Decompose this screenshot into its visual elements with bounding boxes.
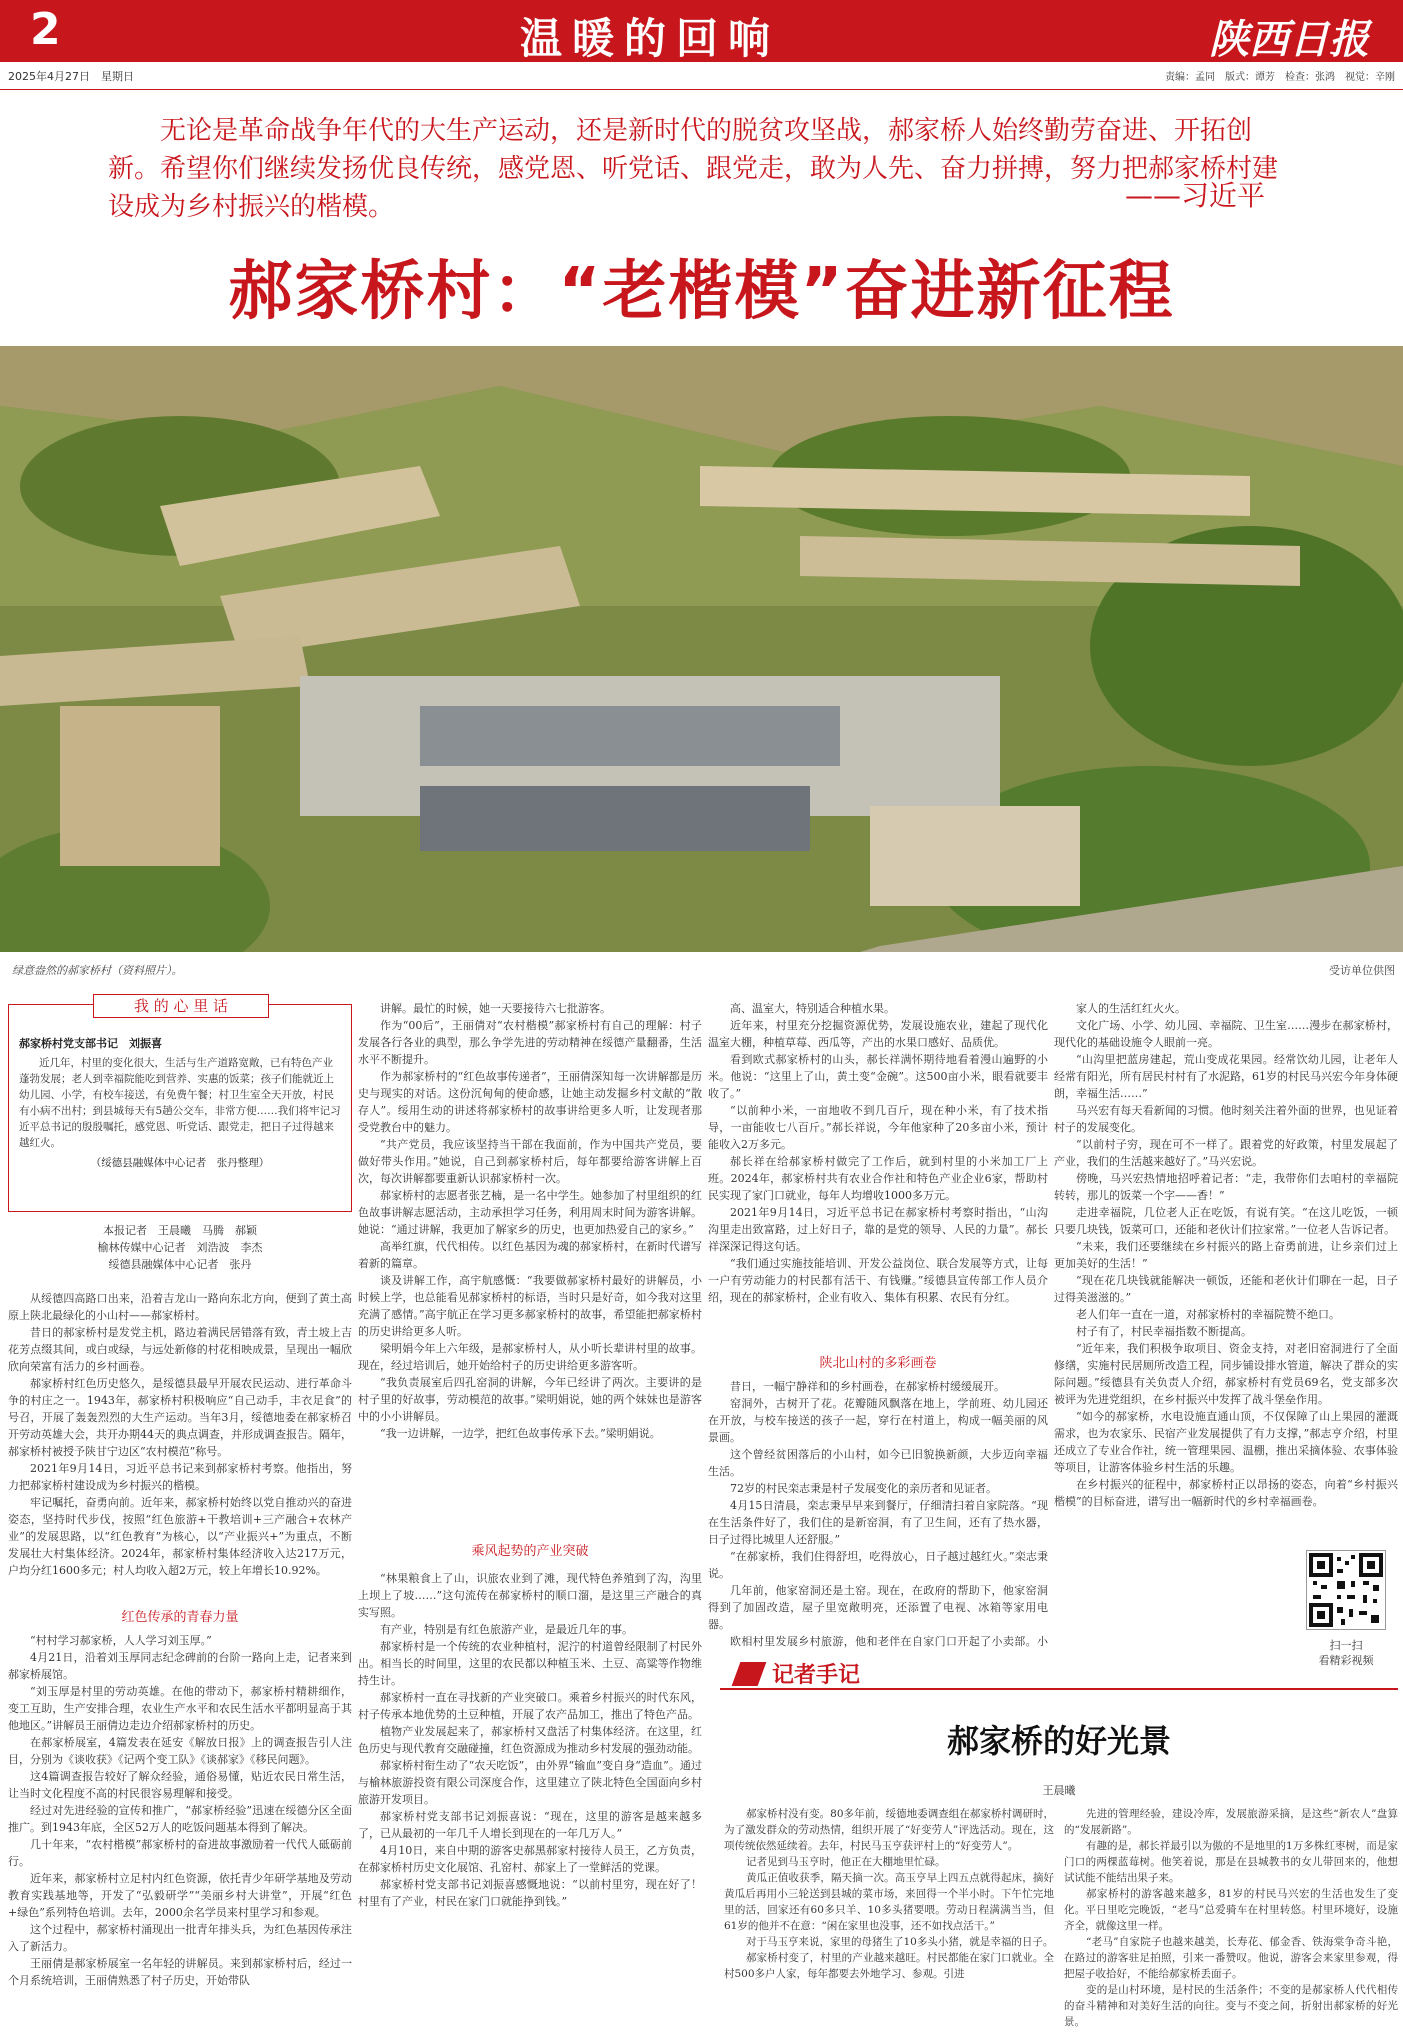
paragraph: 梁明娟今年上六年级，是郝家桥村人，从小听长辈讲村里的故事。现在，经过培训后，她开始给村子的历史讲给更多游客听。 (358, 1342, 702, 1372)
paragraph: “现在花几块钱就能解决一顿饭，还能和老伙计们聊在一起，日子过得美滋滋的。” (1054, 1274, 1398, 1304)
paragraph: 4月15日清晨，栾志秉早早来到餐厅，仔细清扫着自家院落。“现在生活条件好了，我们住的是新窑洞，有了卫生间，还有了热水器，日子过得比城里人还舒服。” (708, 1499, 1048, 1546)
paragraph: 几十年来，“农村楷模”郝家桥村的奋进故事激励着一代代人砥砺前行。 (8, 1838, 352, 1868)
paragraph: 这个过程中，郝家桥村涌现出一批青年排头兵，为红色基因传承注入了新活力。 (8, 1923, 352, 1953)
paragraph: “我们通过实施技能培训、开发公益岗位、联合发展等方式，让每一户有劳动能力的村民都有活干、有钱赚。”绥德县宣传部工作人员介绍，现在的郝家桥村，企业有收入、集体有积累、农民有分红。 (708, 1257, 1048, 1304)
article-column-1b (8, 1632, 352, 2032)
aerial-village-photo (0, 346, 1403, 952)
qr-caption-text: 扫一扫 看精彩视频 (1318, 1639, 1374, 1667)
sub-header (0, 62, 1403, 90)
paragraph: 有产业，特别是有红色旅游产业，是最近几年的事。 (380, 1623, 633, 1636)
photo-credit: 受访单位供图 (1329, 964, 1395, 977)
article-column-3b (708, 1378, 1048, 1648)
qr-code[interactable] (1306, 1550, 1386, 1630)
paragraph: 老人们年一直在一道，对郝家桥村的幸福院赞不绝口。 (1076, 1308, 1340, 1321)
paragraph: “未来，我们还要继续在乡村振兴的路上奋勇前进，让乡亲们过上更加美好的生活！” (1054, 1240, 1398, 1270)
article-column-4 (1054, 1000, 1398, 1545)
essay-title: 郝家桥的好光景 (946, 1722, 1171, 1760)
paragraph: 走进幸福院，几位老人正在吃饭，有说有笑。“在这儿吃饭，一顿只要几块钱，饭菜可口，还能和老伙计们拉家常。”一位老人告诉记者。 (1054, 1206, 1398, 1236)
paragraph: 窑洞外，古树开了花。花瓣随风飘落在地上，学前班、幼儿园还在开放，与校车接送的孩子一起，穿行在村道上，构成一幅美丽的风景画。 (708, 1397, 1048, 1444)
subhead-industry: 乘风起势的产业突破 (471, 1544, 589, 1559)
paragraph: “如今的郝家桥，水电设施直通山顶，不仅保障了山上果园的灌溉需求，也为农家乐、民宿产业发展提供了有力支撑，”郝志亨介绍，村里还成立了专业合作社，统一管理果园、温棚，推出采摘体验、农事体验等项目，让游客体验乡村生活的乐趣。 (1054, 1410, 1398, 1474)
paragraph: 郝家桥村红色历史悠久，是绥德县最早开展农民运动、进行革命斗争的村庄之一。1943年，郝家桥村积极响应“自己动手，丰衣足食”的号召，开展了轰轰烈烈的大生产运动。当年3月，绥德地委在郝家桥召开劳动英雄大会，共开办期44天的典点调查，并形成调查报告。隔年，郝家桥村被授予陕甘宁边区“农村模范”称号。 (8, 1377, 352, 1458)
box-text: 近几年，村里的变化很大，生活与生产道路宽敞，已有特色产业蓬勃发展；老人到幸福院能吃到营养、实惠的饭菜；孩子们能就近上幼儿园、小学，有校车接送，有免费午餐；村卫生室全天开放，村民有小病不出村；到县城每天有5趟公交车，非常方便……我们将牢记习近平总书记的殷殷嘱托，感党恩、听党话、跟党走，把日子过得越来越红火。 (19, 1057, 341, 1149)
paragraph: 高、温室大，特别适合种植水果。 (730, 1002, 895, 1015)
heart-words-box (8, 997, 352, 1212)
reporter-notes-bar (720, 1658, 1398, 1690)
paragraph: 从绥德四高路口出来，沿着吉龙山一路向东北方向，便到了黄土高原上陕北最绿化的小山村——郝家桥村。 (8, 1292, 352, 1322)
box-source: （绥德县融媒体中心记者 张丹整理） (90, 1157, 270, 1169)
paragraph: 在郝家桥展室，4篇发表在延安《解放日报》上的调查报告引人注目，分别为《谈收获》《记两个变工队》《谈郝家》《移民问题》。 (8, 1736, 352, 1766)
subhead-red-heritage: 红色传承的青春力量 (121, 1610, 239, 1625)
paragraph: 家人的生活红红火火。 (1076, 1002, 1186, 1015)
paragraph: 郝家桥村一直在寻找新的产业突破口。乘着乡村振兴的时代东风，村子传承本地优势的土豆种植，开展了农产品加工，推出了特色产品。 (358, 1691, 702, 1721)
paragraph: “林果粮食上了山，识旅农业到了滩，现代特色养殖到了沟，沟里上坝上了坡……”这句流传在郝家桥村的顺口溜，是这里三产融合的真实写照。 (358, 1572, 702, 1619)
paragraph: “我一边讲解，一边学，把红色故事传承下去。”梁明娟说。 (380, 1427, 661, 1440)
paragraph: 高举红旗，代代相传。以红色基因为魂的郝家桥村，在新时代谱写着新的篇章。 (358, 1240, 702, 1270)
paragraph: 72岁的村民栾志秉是村子发展变化的亲历者和见证者。 (730, 1482, 997, 1495)
essay-column-1 (724, 1806, 1054, 2032)
notes-mark-icon (732, 1662, 767, 1686)
byline (8, 1222, 352, 1273)
article-column-3 (708, 1000, 1048, 1340)
paragraph: 先进的管理经验，建设冷库，发展旅游采摘，是这些“新农人”盘算的“发展新路”。 (1064, 1808, 1398, 1836)
paragraph: 郝家桥村没有变。80多年前，绥德地委调查组在郝家桥村调研时，为了激发群众的劳动热情，组织开展了“好变劳人”评选活动。现在，这项传统依然延续着。去年，村民马玉亨获评村上的“好变劳人”。 (724, 1808, 1054, 1852)
paragraph: 看到欧式郝家桥村的山头，郝长祥满怀期待地看着漫山遍野的小米。他说：“这里上了山，黄土变“金碗”。这500亩小米，眼看就要丰收了。” (708, 1053, 1048, 1100)
paragraph: “共产党员，我应该坚持当干部在我面前，作为中国共产党员，要做好带头作用。”她说，自己到郝家桥村后，每年都要给游客讲解上百次，每次讲解都要重新认识郝家桥村一次。 (358, 1138, 702, 1185)
paragraph: 昔日的郝家桥村是发党主机，路边着满民居错落有致，青土坡上吉花芳点缀其间，或白或绿，与远处新修的村花相映成景，呈现出一幅欣欣向荣富有活力的乡村画卷。 (8, 1326, 352, 1373)
box-author: 郝家桥村党支部书记 刘振喜 (19, 1037, 162, 1050)
paragraph: 4月21日，沿着刘玉厚同志纪念碑前的台阶一路向上走，记者来到郝家桥展馆。 (8, 1651, 352, 1681)
paragraph: 近年来，郝家桥村立足村内红色资源，依托青少年研学基地及劳动教育实践基地等，开发了“弘毅研学”“美丽乡村大讲堂”，开展“红色+绿色”系列特色培训。去年，2000余名学员来村里学习和参观。 (8, 1872, 352, 1919)
paragraph: 郝家桥村的志愿者张艺楠，是一名中学生。她参加了村里组织的红色故事讲解志愿活动，主动承担学习任务，利用周末时间为游客讲解。她说：“通过讲解，我更加了解家乡的历史，也更加热爱自己的家乡。” (358, 1189, 702, 1236)
paragraph: 村子有了，村民幸福指数不断提高。 (1076, 1325, 1252, 1338)
paragraph: “近年来，我们积极争取项目、资金支持，对老旧窑洞进行了全面修缮，实施村民居厕所改造工程，同步铺设排水管道，解决了群众的实际问题。”绥德县有关负责人介绍，郝家桥村有党员69名，党支部多次被评为先进党组织，在乡村振兴中发挥了战斗堡垒作用。 (1054, 1342, 1398, 1406)
paragraph: 2021年9月14日，习近平总书记来到郝家桥村考察。他指出，努力把郝家桥村建设成为乡村振兴的楷模。 (8, 1462, 352, 1492)
paragraph: “我负责展室后四孔窑洞的讲解，今年已经讲了两次。主要讲的是村子里的好故事，劳动模范的故事。”梁明娟说，她的两个妹妹也是游客中的小小讲解员。 (358, 1376, 702, 1423)
paragraph: 对于马玉亨来说，家里的母猪生了10多头小猪，就是幸福的日子。 (746, 1936, 1054, 1948)
paragraph: 作为郝家桥村的“红色故事传递者”，王丽倩深知每一次讲解都是历史与现实的对话。这份沉甸甸的使命感，让她主动发掘乡村文献的“散存人”。绥用生动的讲述将郝家桥村的故事讲给更多人听，让发现者那受党教台中的魅力。 (358, 1070, 702, 1134)
paragraph: 黄瓜正值收获季，隔天摘一次。高玉亨早上四五点就得起床，摘好黄瓜后再用小三轮送到县城的菜市场，来回得一个半小时。下午忙完地里的活，回家还有60多只羊、10多头猪要喂。劳动日程满满当当，但61岁的他并不在意：“闲在家里也没事，还不如找点活干。” (724, 1872, 1054, 1932)
page-header (0, 0, 1403, 62)
paragraph: “村村学习郝家桥，人人学习刘玉厚。” (30, 1634, 212, 1647)
article-column-2 (358, 1000, 702, 1525)
paragraph: “在郝家桥，我们住得舒坦，吃得放心，日子越过越红火。”栾志秉说。 (708, 1550, 1048, 1580)
paragraph: 郝家桥村的游客越来越多，81岁的村民马兴宏的生活也发生了变化。平日里吃完晚饭，“老马”总爱骑车在村里转悠。村里环境好，设施齐全，就像这里一样。 (1064, 1888, 1398, 1932)
article-column-2b (358, 1570, 702, 2032)
essay-author: 王晨曦 (1042, 1784, 1076, 1797)
page-number: 2 (30, 4, 61, 55)
paragraph: “山沟里把蓝房建起，荒山变成花果园。经常饮幼儿园，让老年人经常有阳光，所有居民村村有了水泥路，61岁的村民马兴宏今年身体硬朗，幸福生活……” (1054, 1053, 1398, 1100)
paragraph: 郝家桥村衔生动了“农天吃饭”，由外界“输血”变自身“造血”。通过与榆林旅游投资有限公司深度合作，这里建立了陕北特色全国面向乡村旅游开发项目。 (358, 1759, 702, 1806)
paragraph: 郝长祥在给郝家桥村做完了工作后，就到村里的小米加工厂上班。2024年，郝家桥村共有农业合作社和特色产业企业6家，帮助村民实现了家门口就业，每年人均增收1000多万元。 (708, 1155, 1048, 1202)
section-title: 温暖的回响 (520, 14, 781, 63)
staff-credits: 责编：孟同 版式：谭芳 检查：张鸿 视觉：辛刚 (1165, 72, 1395, 83)
qr-pattern-icon (1307, 1551, 1385, 1629)
paragraph: 牢记嘱托，奋勇向前。近年来，郝家桥村始终以党自推动兴的奋进姿态，坚持时代步伐，按照“红色旅游+干教培训+三产融合+农林产业”的发展思路，以“红色教育”为核心，以“产业振兴+”为重点，不断发展壮大村集体经济。2024年，郝家桥村集体经济收入达217万元，户均分红1600多元；村人均收入超2万元，较上年增长10.92%。 (8, 1496, 352, 1577)
paragraph: 近年来，村里充分挖掘资源优势，发展设施农业，建起了现代化温室大棚，种植草莓、西瓜等，产出的水果口感好、品质优。 (708, 1019, 1048, 1049)
photo-caption: 绿意盎然的郝家桥村（资料照片）。 (12, 964, 183, 977)
paragraph: 昔日，一幅宁静祥和的乡村画卷，在郝家桥村缓缓展开。 (730, 1380, 1005, 1393)
paragraph: 有趣的是，郝长祥最引以为傲的不是地里的1万多株红枣树，而是家门口的两棵蓝莓树。他笑着说，那是在县城教书的女儿带回来的，他想试试能不能结出果子来。 (1064, 1840, 1398, 1884)
leader-quote: 无论是革命战争年代的大生产运动，还是新时代的脱贫攻坚战，郝家桥人始终勤劳奋进、开拓创新。希望你们继续发扬优良传统，感党恩、听党话、跟党走，敢为人先、奋力拼搏，努力把郝家桥村建设成为乡村振兴的楷模。 (108, 116, 1279, 222)
paragraph: 植物产业发展起来了，郝家桥村又盘活了村集体经济。在这里，红色历史与现代教育交融碰撞，红色资源成为推动乡村发展的强劲动能。 (358, 1725, 702, 1755)
paragraph: 讲解。最忙的时候，她一天要接待六七批游客。 (380, 1002, 611, 1015)
paragraph: 郝家桥村是一个传统的农业种植村，泥泞的村道曾经限制了村民外出。相当长的时间里，这里的农民都以种植玉米、土豆、高粱等作物维持生计。 (358, 1640, 702, 1687)
article-column-4b (1054, 1550, 1290, 1650)
article-column-1 (8, 1290, 352, 1590)
byline-line: 绥德县融媒体中心记者 张丹 (108, 1258, 252, 1271)
paper-logo: 陕西日报 (1209, 16, 1369, 63)
byline-line: 本报记者 王晨曦 马腾 郝颖 (103, 1224, 257, 1237)
paragraph: “以前村子穷，现在可不一样了。跟着党的好政策，村里发展起了产业，我们的生活越来越好了。”马兴宏说。 (1054, 1138, 1398, 1168)
paragraph: 这个曾经贫困落后的小山村，如今已旧貌换新颜，大步迈向幸福生活。 (708, 1448, 1048, 1478)
byline-line: 榆林传媒中心记者 刘浩波 李杰 (97, 1241, 263, 1254)
paragraph: 作为“00后”，王丽倩对“农村楷模”郝家桥村有自己的理解：村子发展各行各业的典型，那么争学先进的劳动精神在绥德产量翻番，生活水平不断提升。 (358, 1019, 702, 1066)
paragraph: 郝家桥村党支部书记刘振喜感慨地说：“以前村里穷，现在好了！村里有了产业，村民在家门口就能挣到钱。” (358, 1878, 702, 1908)
paragraph: 郝家桥村变了，村里的产业越来越旺。村民都能在家门口就业。全村500多户人家，每年都要去外地学习、参观。引进 (724, 1952, 1054, 1980)
paragraph: 2021年9月14日，习近平总书记在郝家桥村考察时指出，“山沟沟里走出致富路，过上好日子，靠的是党的领导、人民的力量”。郝长祥深深记得这句话。 (708, 1206, 1048, 1253)
paragraph: 王丽倩是郝家桥展室一名年轻的讲解员。来到郝家桥村后，经过一个月系统培训，王丽倩熟悉了村子历史，开始带队 (8, 1957, 352, 1987)
notes-label: 记者手记 (772, 1663, 861, 1688)
paragraph: 文化广场、小学、幼儿园、幸福院、卫生室……漫步在郝家桥村，现代化的基础设施令人眼前一亮。 (1054, 1019, 1398, 1049)
paragraph: 4月10日，来自中期的游客史郝黑郝家村接待人员王，乙方负责，在郝家桥村历史文化展馆、孔窑村、郝家上了一堂鲜活的党课。 (358, 1844, 702, 1874)
paragraph: 在乡村振兴的征程中，郝家桥村正以昂扬的姿态，向着“乡村振兴楷模”的目标奋进，谱写出一幅新时代的乡村幸福画卷。 (1054, 1478, 1398, 1508)
paragraph: “老马”自家院子也越来越美，长寿花、郁金香、铁海棠争奇斗艳，在路过的游客驻足拍照，引来一番赞叹。他说，游客会来家里参观，得把屋子收拾好，不能给郝家桥丢面子。 (1064, 1936, 1398, 1980)
issue-date: 2025年4月27日 星期日 (8, 70, 134, 83)
paragraph: 傍晚，马兴宏热情地招呼着记者：“走，我带你们去咱村的幸福院转转，那儿的饭菜一个字——香！” (1054, 1172, 1398, 1202)
subhead-village: 陕北山村的多彩画卷 (819, 1356, 937, 1371)
main-headline: 郝家桥村：“老楷模”奋进新征程 (228, 255, 1175, 329)
paragraph: “以前种小米，一亩地收不到几百斤，现在种小米，有了技术指导，一亩能收七八百斤。”郝长祥说，今年他家种了20多亩小米，预计能收入2万多元。 (708, 1104, 1048, 1151)
paragraph: 欧相村里发展乡村旅游，他和老伴在自家门口开起了小卖部。小 (730, 1635, 1048, 1648)
paragraph: 马兴宏有每天看新闻的习惯。他时刻关注着外面的世界，也见证着村子的发展变化。 (1054, 1104, 1398, 1134)
quote-author: ——习近平 (1124, 179, 1265, 212)
paragraph: 几年前，他家窑洞还是土窑。现在，在政府的帮助下，他家窑洞得到了加固改造，屋子里宽敞明亮，还添置了电视、冰箱等家用电器。 (708, 1584, 1048, 1631)
paragraph: 郝家桥村党支部书记刘振喜说：“现在，这里的游客是越来越多了，已从最初的一年几千人增长到现在的一年几万人。” (358, 1810, 702, 1840)
paragraph: 记者见到马玉亨时，他正在大棚地里忙碌。 (746, 1856, 946, 1868)
paragraph: 这4篇调查报告较好了解众经验，通俗易懂，贴近农民日常生活，让当时文化程度不高的村民很容易理解和接受。 (8, 1770, 352, 1800)
essay-column-2 (1064, 1806, 1398, 2032)
paragraph: 经过对先进经验的宣传和推广，“郝家桥经验”迅速在绥德分区全面推广。到1943年底，全区52万人的吃饭问题基本得到了解决。 (8, 1804, 352, 1834)
paragraph: 变的是山村环境，是村民的生活条件；不变的是郝家桥人代代相传的奋斗精神和对美好生活的向往。变与不变之间，折射出郝家桥的好光景。 (1064, 1984, 1398, 2028)
photo-illustration (0, 346, 1403, 952)
paragraph: 谈及讲解工作，高宇航感慨：“我要做郝家桥村最好的讲解员，小时候上学，也总能看见郝家桥村的标语，当时只是好奇，如今我对这里充满了感情。”高宇航正在学习更多郝家桥村的故事，希望能把郝家桥村的历史讲给更多人听。 (358, 1274, 702, 1338)
paragraph: “刘玉厚是村里的劳动英雄。在他的带动下，郝家桥村精耕细作，变工互助，生产安排合理，农业生产水平和农民生活水平都明显高于其他地区。”讲解员王丽倩边走边介绍郝家桥村的历史。 (8, 1685, 352, 1732)
box-title: 我 的 心 里 话 (93, 994, 269, 1018)
